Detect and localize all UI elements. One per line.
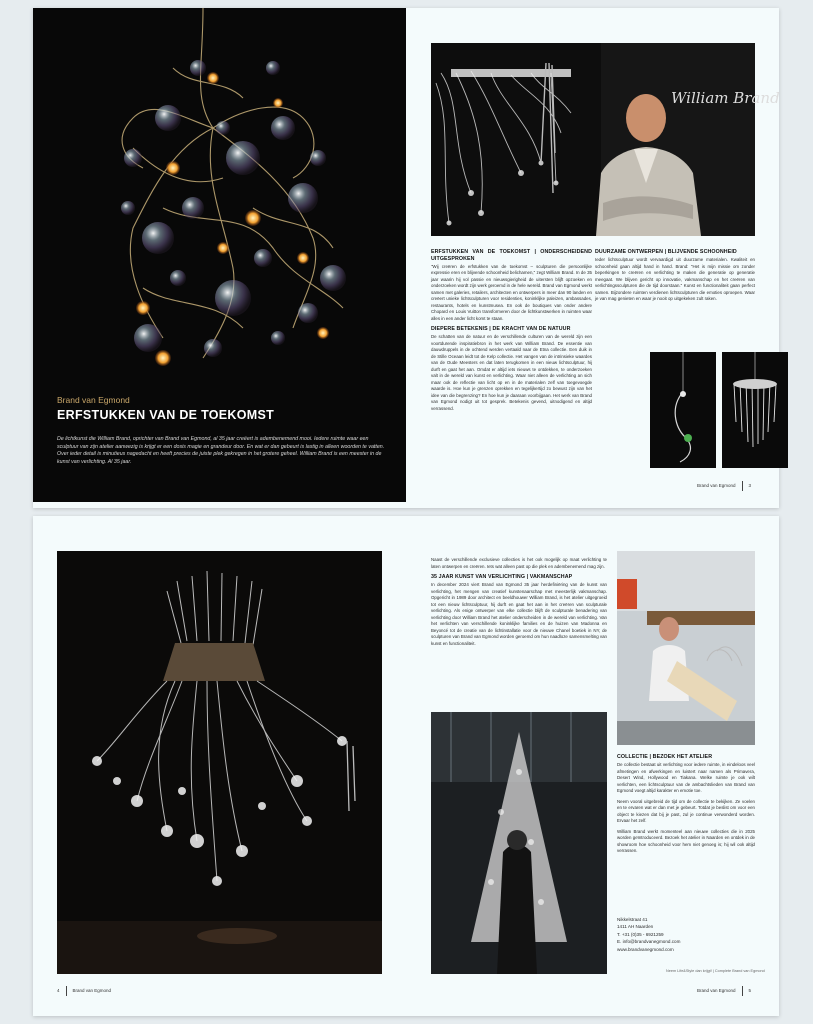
atelier-tree-photo [431, 712, 607, 974]
crystal-chandelier-photo [722, 352, 788, 468]
column-right-top [595, 249, 755, 307]
footer-brand: Brand van Egmond [72, 988, 112, 994]
footer [697, 986, 751, 996]
intro-text: De lichtkunst die William Brand, oprichter van Brand van Egmond, al 35 jaar creëert is adembenemend mooi. Iedere ruimte waar een sculptuur van zijn atelier aanwezig is krijgt er een dosis magie en grandeur door. En wat er dan gebeurt is lastig in alleen woorden te vatten. Over ieder detail is minutieus nagedacht en heeft precies de juiste plek gekregen in het grotere geheel. William Brand is een meester in de kunst van verlichting. Al 35 jaar. [57, 436, 385, 465]
section-body: De schatten van de natuur en de verschillende culturen van de wereld zijn een voortdurende inspiratiebron in het werk van William Brand. De essentie van dauwdruppels in de ochtend werden vertaald naar de Etna collectie. Een duik in de Stille Oceaan leidt tot de Kelp collectie. Het vangen van de intrinsieke waardes van de Oude Meesters en dat laten terugkomen in een nieuw lichtsculptuur, hij durft en gaat het aan. Omdat er altijd iets nieuws te ontdekken, te onderzoeken valt in de wereld van kunst en verlichting. Waar niet alleen de verlichting an sich maar ook de reflectie van licht op en in de materialen zelf van toegevoegde waarde is. Hoe kun je grenzen oprekken en tegelijkertijd zo bewust zijn van het idee van die begrenzing? En hoe kun je daaraan voorbijgaan. Het werk van Brand van Egmond nodigt uit tot gesprek. Betekenis gevend, uitnodigend en altijd verrassend. [431, 334, 592, 411]
page-title: ERFSTUKKEN VAN DE TOEKOMST [57, 408, 275, 422]
kelp-chandelier-photo [57, 551, 382, 974]
spread-bottom [33, 516, 779, 1016]
dark-cover-page [33, 8, 406, 502]
intro-paragraph: Naast de verschillende exclusieve collecties is het ook mogelijk op maat verlichting te laten ontwerpen en creëren. Iets wat alleen past op die plek en adembenemend mag zijn. [431, 557, 607, 569]
william-brand-workshop-photo [617, 551, 755, 745]
portrait-photo [431, 43, 780, 236]
section-heading: COLLECTIE | BEZOEK HET ATELIER [617, 754, 713, 760]
section-body: De collectie bestaat uit verlichting voor iedere ruimte, in eindeloos veel afmetingen en afwerkingen en luistert naar namen als Primavera, Desert Wind, Hollywood en Tiakana. Welke ruimte je ook wilt verlichten, een lichtsculptuur van de ambachtslieden van Brand van Egmond voegt altijd karakter en emotie toe. [617, 762, 755, 793]
page-left-top [33, 8, 406, 508]
tagline: Neem Life&Style dan krijgt! | Complete Brand van Egmond [666, 969, 765, 973]
section-heading: DUURZAME ONTWERPEN | BLIJVENDE SCHOONHEID [595, 249, 737, 255]
footer-divider [742, 986, 743, 996]
column-left-bottom [431, 557, 607, 651]
footer-brand: Brand van Egmond [697, 483, 736, 489]
pendant-lamp-photo [650, 352, 716, 468]
column-right-bottom [617, 754, 755, 859]
bubble-chandelier-image [73, 8, 373, 388]
page-number: 5 [748, 988, 752, 994]
brand-name: Brand van Egmond [57, 395, 130, 405]
page-number: 3 [748, 483, 752, 489]
contact-phone[interactable]: T. +31 (0)35 - 6921259 [617, 931, 664, 937]
page-right-top [406, 8, 779, 508]
section-body: In december 2024 viert Brand van Egmond 35 jaar herdefiniëring van de kunst van verlichting, het mengen van creatief kunstenaarschap met meesterlijk vakmanschap. Opgericht in 1989 door architect en beeldhouwer William Brand, is het atelier uitgegroeid tot een nieuw lichtsculptuur, hij durft en gaat het aan in het creëren van sculpturale verlichting. Als enige ontwerper van elke collectie blijft de sculpturale benadering van verlichting door William Brand het atelier onderscheiden in de wereld van verlichting. Van het verlichten van verschillende koninklijke families en de huizen van Madonna en Beyoncé tot de creatie van de lichtinstallatie voor de nieuwe Chanel boetiek in NY, de sculpturen van Brand van Egmond worden geroemd om hun naadloze samensmelting van kunst en functionaliteit. [431, 582, 607, 646]
section-heading: ERFSTUKKEN VAN DE TOEKOMST | ONDERSCHEIDEND UITGESPROKEN [431, 249, 592, 262]
section-heading: 35 JAAR KUNST VAN VERLICHTING | VAKMANSCHAP [431, 574, 573, 580]
contact-block [617, 916, 755, 953]
section-body: "Wij creëren de erfstukken van de toekomst – sculpturen die persoonlijke expressie eren en blijvende schoonheid belichamen," zegt William Brand. In de 35 jaar waarin hij vol passie en nieuwsgierigheid de uitersten blijft opzoeken en onderzoeken wordt zijn werk geroemd in de hele wereld. Brand van Egmond werkt samen met galeries, retailers, architecten en ontwerpers in meer dan 90 landen en creëert unieke lichtsculpturen voor residenties, koninklijke paleizen, ambassades, restaurants, hotels en kunstmusea. En ook de boutiques van onder andere Chopard en Louis Vuitton transformeren door de lichtkunstwerken in ruimten waar alles in een ander licht komt te staan. [431, 263, 592, 321]
contact-city: 1411 AH Naarden [617, 924, 654, 930]
section-heading: DIEPERE BETEKENIS | DE KRACHT VAN DE NATUUR [431, 326, 571, 332]
spread-top [33, 8, 779, 508]
footer-divider [742, 481, 743, 491]
contact-email[interactable]: E. info@brandvanegmond.com [617, 939, 681, 945]
contact-website[interactable]: www.brandvanegmond.com [617, 946, 674, 952]
section-body: William Brand werkt momenteel aan nieuwe collecties die in 2025 worden geïntroduceerd. Bezoek het atelier in Naarden en ontdek in de showroom hoe schoonheid voor hem niet genoeg is; hij wil ook altijd verrassen. [617, 828, 755, 853]
page-number: 4 [57, 988, 60, 994]
contact-address: Nikkelstraat 41 [617, 917, 648, 922]
footer-brand: Brand van Egmond [697, 988, 736, 994]
column-left-top [431, 249, 592, 416]
section-body: Ieder lichtsculptuur wordt vervaardigd uit duurzame materialen. Kwaliteit en schoonheid gaan altijd hand in hand. Brand: "Het is mijn missie om zonder beperkingen te creëren en verlichting te maken die generatie op generatie meegaat. We blijven gericht op innovatie, vakmanschap en het creëren van verlichtingssculpturen die de tijd doorstaan." Kunst en functionaliteit gaan perfect samen. Bijzondere ruimten verdienen lichtsculpturen die emoties oproepen. Waar je van mag genieten en waar je nooit op uitgekeken zult raken. [595, 257, 755, 301]
page-left-bottom [33, 516, 406, 1016]
footer-divider [66, 986, 67, 996]
section-body: Neem vooral uitgebreid de tijd om de collectie te bekijken. Ze voelen en te ervaren wat er dan met je gebeurt. Totdat je beslist om voor een object te kiezen dat bij je past, zul je continue verwonderd worden. Ervaar het zelf. [617, 798, 755, 823]
footer [697, 481, 751, 491]
footer [57, 986, 111, 996]
william-brand-logo: William Brand [671, 89, 780, 107]
page-right-bottom [406, 516, 779, 1016]
